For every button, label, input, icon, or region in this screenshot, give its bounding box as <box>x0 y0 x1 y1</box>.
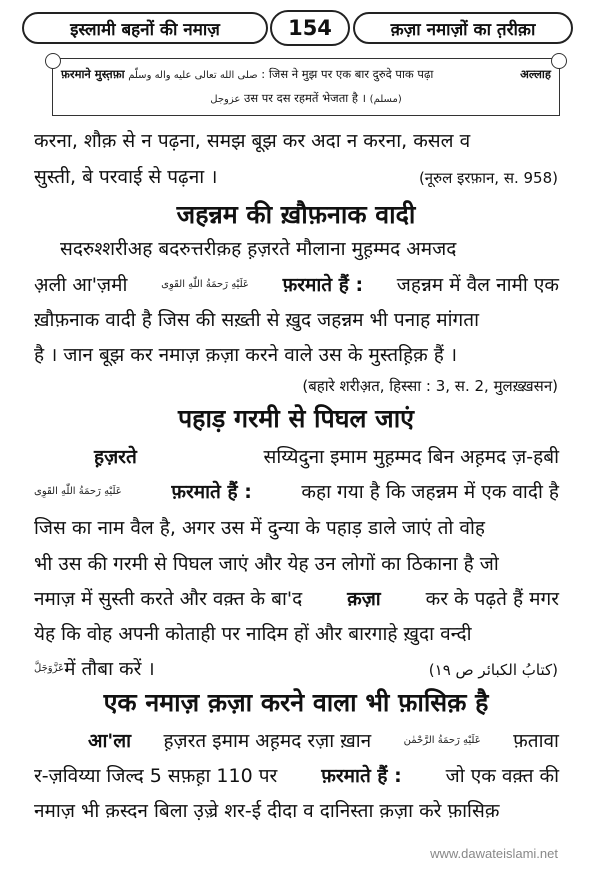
text: जिस का नाम वैल है, अगर उस में दुन्या के पहाड़ डाले जाएं तो वोह <box>34 517 485 539</box>
text-bold: क़ज़ा <box>347 588 381 610</box>
text: करना, शौक़ से न पढ़ना, समझ बूझ कर अदा न करना, कसल व <box>34 130 471 152</box>
text: सदरुश्शरीअह बदरुत्तरीक़ह ह़ज़रते मौलाना मुह़म्मद अमजद <box>60 238 457 260</box>
paragraph4-line1 <box>88 727 559 755</box>
notice-text-2: उस पर दस रहमतें भेजता है । <box>244 91 366 105</box>
paragraph1-line1 <box>34 127 559 155</box>
text: है । जान बूझ कर नमाज़ क़ज़ा करने वाले उस के मुस्तह़िक़ हैं । <box>34 344 458 366</box>
text: नमाज़ में सुस्ती करते और वक़्त के बा'द <box>34 588 303 610</box>
paragraph4-line2 <box>34 762 559 790</box>
arabic-honorific: عَلَيْهِ رَحمَةُ الرَّحْمٰن <box>403 735 481 746</box>
notice-line-2 <box>61 87 551 111</box>
notice-salutation: صلى الله تعالى عليه واله وسلّم <box>128 70 258 81</box>
text: कहा गया है कि जहन्नम में एक वादी है <box>301 481 559 503</box>
text: जो एक वक़्त की <box>445 765 559 787</box>
paragraph3-line6 <box>34 620 559 648</box>
text-bold: ह़ज़रते <box>94 446 137 468</box>
page-number-badge <box>270 10 350 46</box>
paragraph3-reference: (كتابُ الكبائر ص ١٩) <box>428 661 558 679</box>
text: सय्यिदुना इमाम मुह़म्मद बिन अह़मद ज़-हबी <box>263 446 559 468</box>
paragraph3-line4 <box>34 550 559 578</box>
text: येह कि वोह अपनी कोताही पर नादिम हों और बारगाहे ख़ुदा वन्दी <box>34 623 472 645</box>
paragraph3-line1 <box>94 443 559 471</box>
paragraph2-line2 <box>34 271 559 299</box>
text-bold: फ़रमाते हैं : <box>321 765 402 787</box>
text: ह़ज़रत इमाम अह़मद रज़ा ख़ान <box>163 730 372 752</box>
text: सुस्ती, बे परवाई से पढ़ना । <box>34 166 218 188</box>
notice-source: (مسلم) <box>369 94 402 105</box>
paragraph3-line2 <box>34 478 559 506</box>
text: जहन्नम में वैल नामी एक <box>396 274 559 296</box>
notice-text-1: : जिस ने मुझ पर एक बार दुरुदे पाक पढ़ा <box>261 67 434 81</box>
text-bold: फ़रमाते हैं : <box>171 481 252 503</box>
paragraph2-line1 <box>60 235 559 263</box>
text: ख़ौफ़नाक वादी है जिस की सख़्ती से ख़ुद जहन्नम भी पनाह मांगता <box>34 309 479 331</box>
text: नमाज़ भी क़स्दन बिला उ़ज़्रे शर-ई दीदा व दानिस्ता क़ज़ा करे फ़ासिक़ <box>34 800 500 822</box>
arabic-honorific: عَلَيْهِ رَحمَةُ اللّٰهِ القَوِى <box>34 486 122 497</box>
text: में तौबा करें । <box>64 658 155 680</box>
text: अ़ली आ'ज़मी <box>34 274 128 296</box>
paragraph2-line4 <box>34 341 559 369</box>
text-bold: फ़रमाते हैं : <box>282 274 364 296</box>
paragraph4-line3 <box>34 797 559 825</box>
text: भी उस की गरमी से पिघल जाएं और येह उन लोगों का ठिकाना है जो <box>34 553 499 575</box>
book-title-badge <box>22 12 268 44</box>
book-title: इस्लामी बहनों की नमाज़ <box>70 19 220 40</box>
arabic-honorific: عَزَّوَجَلَّ <box>34 663 65 674</box>
website-footer: www.dawateislami.net <box>430 846 558 861</box>
chapter-title-badge <box>353 12 573 44</box>
arabic-honorific: عَلَيْهِ رَحمَةُ اللّٰهِ القَوِى <box>161 279 249 290</box>
text: कर के पढ़ते हैं मगर <box>425 588 559 610</box>
paragraph3-line5 <box>34 585 559 613</box>
text-bold: आ'ला <box>88 730 132 752</box>
text: फ़तावा <box>513 730 559 752</box>
chapter-title: क़ज़ा नमाज़ों का त़रीक़ा <box>390 19 536 40</box>
notice-azza-wa-jal: عزوجل <box>210 94 241 105</box>
hadith-notice-box <box>52 58 560 116</box>
section-heading-1: जहन्नम की ख़ौफ़नाक वादी <box>176 200 416 229</box>
notice-label: फ़रमाने मुस्त़फ़ा <box>61 67 125 81</box>
section-heading-2: पहाड़ गरमी से पिघल जाएं <box>177 404 414 433</box>
section-heading-3: एक नमाज़ क़ज़ा करने वाला भी फ़ासिक़ है <box>103 688 489 717</box>
paragraph3-line3 <box>34 514 559 542</box>
page-number: 154 <box>288 16 332 40</box>
notice-line-1 <box>61 63 551 87</box>
paragraph2-line3 <box>34 306 559 334</box>
paragraph2-reference: (बहारे शरीअ़त, हिस्सा : 3, स. 2, मुलख़्ख़सन) <box>302 377 558 395</box>
notice-allah: अल्लाह <box>520 67 551 81</box>
paragraph1-reference: (नूरुल इरफ़ान, स. 958) <box>418 169 558 187</box>
text: र-ज़विय्या जिल्द 5 सफ़ह़ा 110 पर <box>34 765 278 787</box>
